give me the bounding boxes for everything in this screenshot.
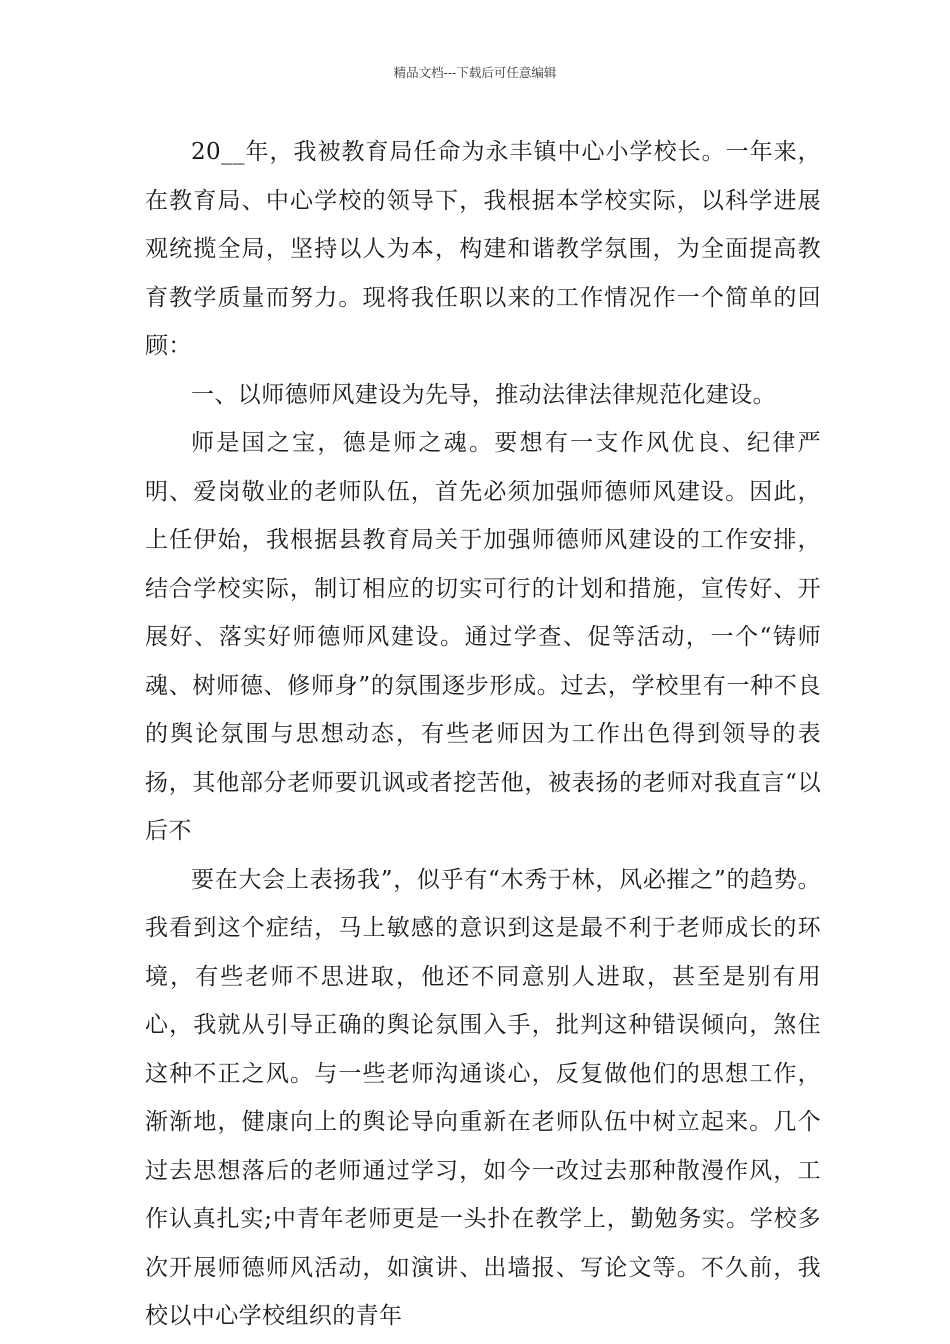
- page-header: 精品文档---下载后可任意编辑: [393, 65, 557, 80]
- section-heading-1: 一、以师德师风建设为先导，推动法律法律规范化建设。: [191, 381, 776, 408]
- paragraph-intro: 20__年，我被教育局任命为永丰镇中心小学校长。一年来，在教育局、中心学校的领导下，我根据本学校实际，以科学进展观统揽全局，坚持以人为本，构建和谐教学氛围，为全面提高教育教学质量而努力。现将我任职以来的工作情况作一个简单的回顾：: [145, 139, 821, 359]
- document-body: [145, 128, 821, 1341]
- paragraph-teacher-ethics: 师是国之宝，德是师之魂。要想有一支作风优良、纪律严明、爱岗敬业的老师队伍，首先必须加强师德师风建设。因此，上任伊始，我根据县教育局关于加强师德师风建设的工作安排，结合学校实际，制订相应的切实可行的计划和措施，宣传好、开展好、落实好师德师风建设。通过学查、促等活动，一个“铸师魂、树师德、修师身”的氛围逐步形成。过去，学校里有一种不良的舆论氛围与思想动态，有些老师因为工作出色得到领导的表扬，其他部分老师要讥讽或者挖苦他，被表扬的老师对我直言“以后不: [145, 430, 821, 844]
- paragraph-public-opinion: 要在大会上表扬我”，似乎有“木秀于林，风必摧之”的趋势。我看到这个症结，马上敏感的意识到这是最不利于老师成长的环境，有些老师不思进取，他还不同意别人进取，甚至是别有用心，我就从引导正确的舆论氛围入手，批判这种错误倾向，煞住这种不正之风。与一些老师沟通谈心，反复做他们的思想工作，渐渐地，健康向上的舆论导向重新在老师队伍中树立起来。几个过去思想落后的老师通过学习，如今一改过去那种散漫作风，工作认真扎实;中青年老师更是一头扑在教学上，勤勉务实。学校多次开展师德师风活动，如演讲、出墙报、写论文等。不久前，我校以中心学校组织的青年: [145, 866, 821, 1329]
